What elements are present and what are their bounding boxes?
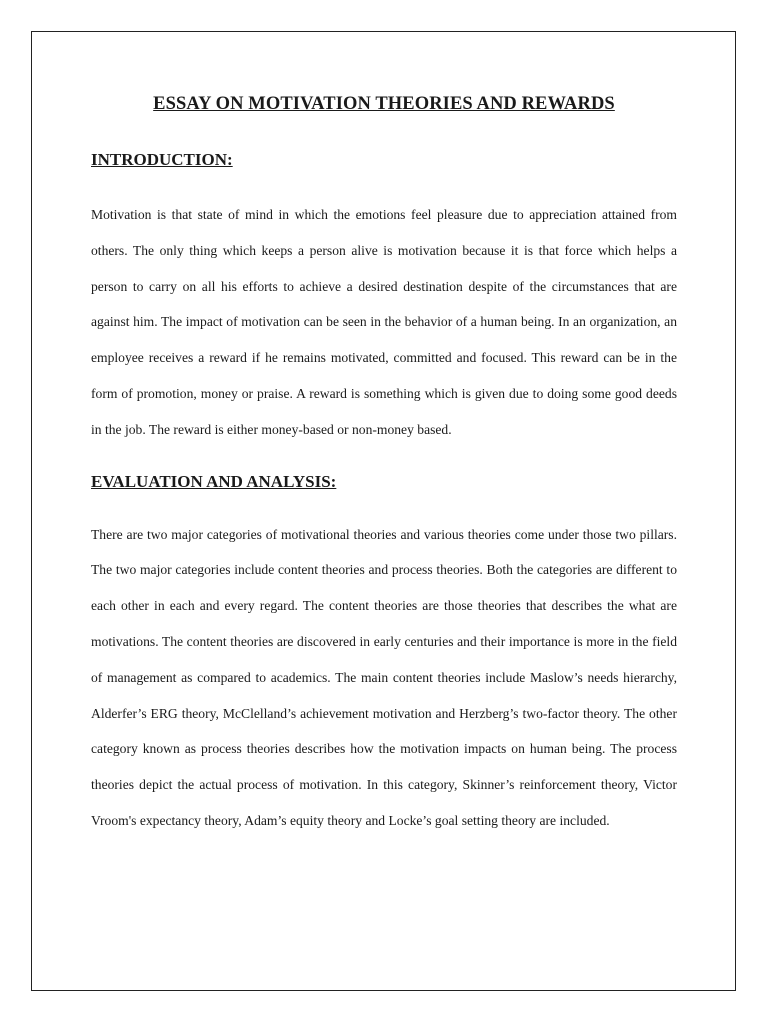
document-body bbox=[91, 88, 677, 839]
evaluation-heading: EVALUATION AND ANALYSIS: bbox=[91, 471, 337, 491]
introduction-paragraph: Motivation is that state of mind in which the emotions feel pleasure due to appreciation attained from others. The only thing which keeps a person alive is motivation because it is that force which helps a person to carry on all his efforts to achieve a desired destination despite of the circumstances that are against him. The impact of motivation can be seen in the behavior of a human being. In an organization, an employee receives a reward if he remains motivated, committed and focused. This reward can be in the form of promotion, money or praise. A reward is something which is given due to doing some good deeds in the job. The reward is either money-based or non-money based. bbox=[91, 207, 677, 437]
evaluation-paragraph: There are two major categories of motivational theories and various theories come under those two pillars. The two major categories include content theories and process theories. Both the categories are different to each other in each and every regard. The content theories are those theories that describes the what are motivations. The content theories are discovered in early centuries and their importance is more in the field of management as compared to academics. The main content theories include Maslow’s needs hierarchy, Alderfer’s ERG theory, McClelland’s achievement motivation and Herzberg’s two-factor theory. The other category known as process theories describes how the motivation impacts on human being. The process theories depict the actual process of motivation. In this category, Skinner’s reinforcement theory, Victor Vroom's expectancy theory, Adam’s equity theory and Locke’s goal setting theory are included. bbox=[91, 526, 677, 828]
document-title: ESSAY ON MOTIVATION THEORIES AND REWARDS bbox=[153, 94, 615, 114]
introduction-heading: INTRODUCTION: bbox=[91, 150, 233, 169]
